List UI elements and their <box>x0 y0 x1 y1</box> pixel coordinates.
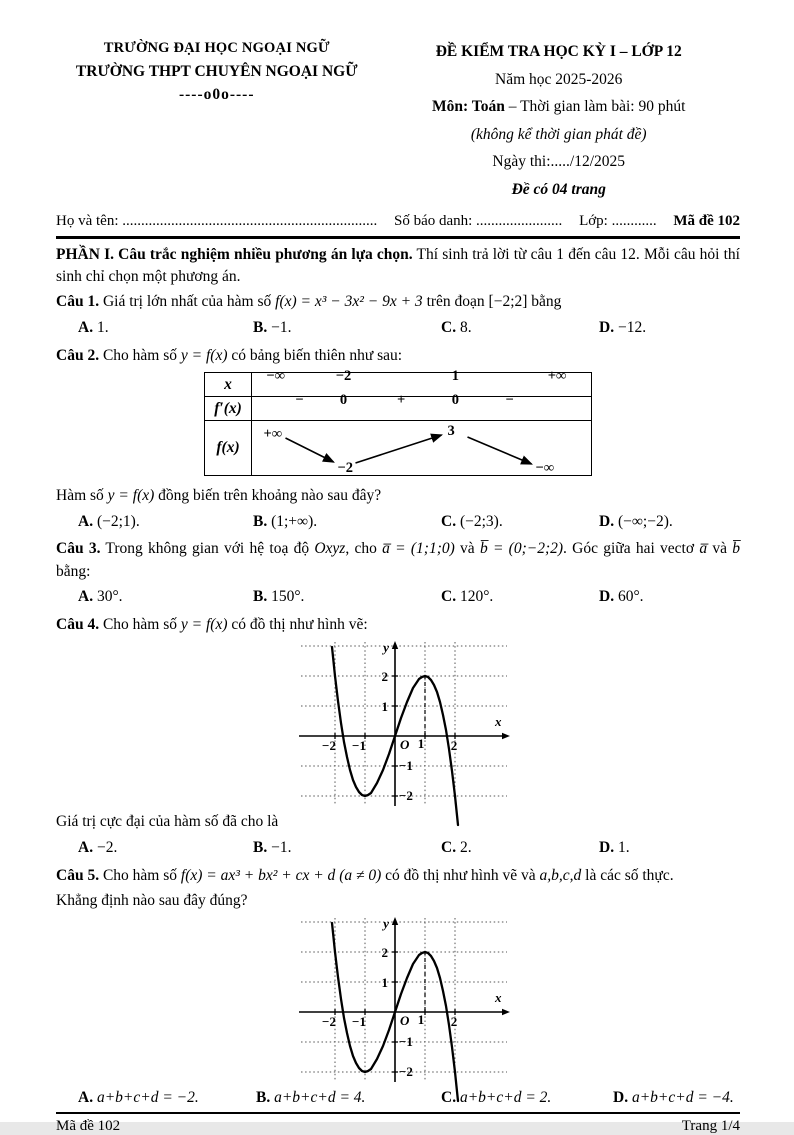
option-letter: A. <box>78 588 94 606</box>
question-1 <box>56 291 740 313</box>
option-letter: C. <box>441 1089 457 1107</box>
f-max-value: 3 <box>447 423 455 440</box>
question-5-options <box>56 1087 740 1109</box>
option-1b <box>253 317 441 339</box>
sign-value: + <box>397 391 406 408</box>
option-1a <box>78 317 253 339</box>
f-limit-left: +∞ <box>263 426 283 443</box>
part1-title: PHẦN I. Câu trắc nghiệm nhiều phương án lựa chọn. <box>56 246 413 264</box>
option-value: 120°. <box>459 588 494 606</box>
option-letter: D. <box>599 318 615 336</box>
x-tick-1: 1 <box>417 1012 425 1028</box>
x-value: 1 <box>451 367 460 384</box>
question-3-options <box>56 586 740 608</box>
question-2-formula: y = f(x) <box>180 346 228 364</box>
fprime-row-values <box>252 391 591 420</box>
arrow-down-1 <box>286 438 334 462</box>
exam-title: ĐỀ KIỂM TRA HỌC KỲ I – LỚP 12 <box>435 43 682 60</box>
question-3-number: Câu 3. <box>56 540 101 558</box>
school-year: Năm học 2025-2026 <box>495 70 623 88</box>
option-value: (−∞;−2). <box>617 512 673 530</box>
option-letter: A. <box>78 318 94 336</box>
option-letter: A. <box>78 512 94 530</box>
option-value: a+b+c+d = 2. <box>459 1089 552 1107</box>
x-axis-label: x <box>495 714 502 730</box>
f-limit-right: −∞ <box>535 460 555 477</box>
option-4a <box>78 837 253 859</box>
coefficients-symbols: a,b,c,d <box>539 866 582 884</box>
class-field: Lớp: ............ <box>579 213 657 230</box>
option-2c <box>441 511 599 533</box>
question-3-text: Trong không gian với hệ toạ độ <box>100 540 315 558</box>
option-letter: D. <box>599 588 615 606</box>
exam-code: Mã đề 102 <box>673 213 740 230</box>
origin-label: O <box>400 1013 410 1029</box>
question-4 <box>56 614 740 636</box>
option-value: −1. <box>271 838 292 856</box>
arrow-up <box>356 435 442 463</box>
question-5-number: Câu 5. <box>56 866 100 884</box>
variation-arrows-figure <box>252 421 591 475</box>
question-2 <box>56 345 740 367</box>
question-4-text: Cho hàm số <box>99 615 181 633</box>
option-2b <box>253 511 441 533</box>
option-letter: D. <box>613 1089 629 1107</box>
exam-date: Ngày thi:...../12/2025 <box>492 153 626 171</box>
option-value: 2. <box>459 838 472 856</box>
cubic-graph-q5 <box>293 914 513 1084</box>
y-tick-2: 2 <box>381 669 388 685</box>
origin-label: O <box>400 737 410 753</box>
x-value: −2 <box>335 367 352 384</box>
question-4-text-tail: có đồ thị như hình vẽ: <box>227 615 368 633</box>
option-1c <box>441 317 599 339</box>
question-4-options <box>56 837 740 859</box>
option-value: (−2;1). <box>96 512 140 530</box>
y-axis-arrow <box>392 641 398 649</box>
option-2d <box>599 511 740 533</box>
x-tick--1: −1 <box>352 738 366 754</box>
option-5b <box>256 1087 441 1109</box>
question-2-ask <box>56 485 740 507</box>
option-value: (−2;3). <box>459 512 503 530</box>
a-nonzero-condition: (a ≠ 0) <box>335 866 382 884</box>
option-letter: A. <box>78 838 94 856</box>
option-letter: B. <box>253 318 268 336</box>
x-axis-label: x <box>495 990 502 1006</box>
variation-table-f-row <box>205 421 591 475</box>
option-4d <box>599 837 740 859</box>
x-tick-2: 2 <box>450 1014 458 1030</box>
x-tick--2: −2 <box>322 1014 336 1030</box>
y-axis-arrow <box>392 917 398 925</box>
option-3d <box>599 586 740 608</box>
question-3 <box>56 538 740 583</box>
x-axis-arrow <box>502 733 510 739</box>
question-1-text-tail: trên đoạn [−2;2] bằng <box>422 293 562 311</box>
x-tick--1: −1 <box>352 1014 366 1030</box>
option-letter: C. <box>441 512 457 530</box>
f-row-label: f(x) <box>205 421 252 475</box>
question-2-options <box>56 511 740 533</box>
fprime-row-label: f′(x) <box>205 397 252 420</box>
option-value: (1;+∞). <box>271 512 318 530</box>
footer-exam-code: Mã đề 102 <box>56 1118 121 1135</box>
vector-a-definition: a̅ = (1;1;0) <box>382 540 455 558</box>
question-5-text: Cho hàm số <box>99 866 181 884</box>
question-2-number: Câu 2. <box>56 346 100 364</box>
option-letter: D. <box>599 512 615 530</box>
x-row-label: x <box>205 373 252 396</box>
option-letter: C. <box>441 838 457 856</box>
option-2a <box>78 511 253 533</box>
x-tick-1: 1 <box>417 736 425 752</box>
option-letter: B. <box>253 838 268 856</box>
question-3-text: . Góc giữa hai vectơ <box>563 540 700 558</box>
x-tick-2: 2 <box>450 738 458 754</box>
option-4b <box>253 837 441 859</box>
option-value: a+b+c+d = −2. <box>96 1089 199 1107</box>
university-name: TRƯỜNG ĐẠI HỌC NGOẠI NGỮ <box>103 40 330 56</box>
sign-value: − <box>505 391 514 408</box>
subject-label: Môn: Toán <box>432 98 505 116</box>
subject-duration <box>377 93 740 121</box>
question-2-text-tail: có bảng biến thiên như sau: <box>227 346 403 364</box>
question-1-text: Giá trị lớn nhất của hàm số <box>99 293 276 311</box>
y-axis-label: y <box>383 640 389 656</box>
option-letter: B. <box>253 512 268 530</box>
option-value: 150°. <box>271 588 305 606</box>
question-2-ask-pre: Hàm số <box>56 487 108 505</box>
option-value: −1. <box>271 318 292 336</box>
x-axis-arrow <box>502 1009 510 1015</box>
y-tick-1: 1 <box>381 699 388 715</box>
x-value: +∞ <box>547 367 567 384</box>
option-letter: C. <box>441 318 457 336</box>
sign-value: 0 <box>451 391 460 408</box>
option-value: a+b+c+d = −4. <box>631 1089 734 1107</box>
duration-label: – Thời gian làm bài: 90 phút <box>504 98 686 116</box>
question-3-text: và <box>707 540 733 558</box>
y-tick--2: −2 <box>399 788 413 804</box>
header-school-block <box>56 38 377 203</box>
question-3-text-tail: bằng: <box>56 562 91 580</box>
y-tick-2: 2 <box>381 945 388 961</box>
arrow-down-2 <box>468 437 532 464</box>
cubic-graph-q4 <box>293 638 513 808</box>
question-4-formula: y = f(x) <box>180 615 228 633</box>
footer-page-number: Trang 1/4 <box>681 1118 740 1135</box>
question-3-text: và <box>454 540 480 558</box>
oxyz-symbol: Oxyz <box>314 540 346 558</box>
header <box>56 38 740 203</box>
sign-value: 0 <box>339 391 348 408</box>
variation-table <box>204 367 592 477</box>
question-5-text-tail: là các số thực. <box>581 866 674 884</box>
student-name-field: Họ và tên: .................................................................... <box>56 213 378 230</box>
question-5-text: có đồ thị như hình vẽ và <box>381 866 540 884</box>
question-4-number: Câu 4. <box>56 615 100 633</box>
question-5-graph-wrap <box>66 914 740 1084</box>
option-value: −12. <box>617 318 647 336</box>
candidate-number-field: Số báo danh: ....................... <box>393 213 563 230</box>
question-5-formula: f(x) = ax³ + bx² + cx + d <box>180 866 336 884</box>
option-4c <box>441 837 599 859</box>
option-value: 60°. <box>617 588 644 606</box>
option-value: 1. <box>617 838 630 856</box>
question-4-ask: Giá trị cực đại của hàm số đã cho là <box>56 813 279 831</box>
option-letter: B. <box>253 588 268 606</box>
question-2-ask-tail: đồng biến trên khoảng nào sau đây? <box>154 487 382 505</box>
page-count-note: Đề có 04 trang <box>511 180 606 198</box>
option-5c <box>441 1087 613 1109</box>
option-value: 8. <box>459 318 472 336</box>
vector-b-definition: b̅ = (0;−2;2) <box>479 540 564 558</box>
option-value: −2. <box>96 838 118 856</box>
page-footer <box>56 1112 740 1135</box>
school-name: TRƯỜNG THPT CHUYÊN NGOẠI NGỮ <box>75 62 358 80</box>
option-value: a+b+c+d = 4. <box>274 1089 366 1107</box>
question-5 <box>56 865 740 887</box>
question-2-ask-formula: y = f(x) <box>107 487 155 505</box>
option-5d <box>613 1087 740 1109</box>
option-3a <box>78 586 253 608</box>
option-value: 30°. <box>96 588 123 606</box>
y-tick--2: −2 <box>399 1064 413 1080</box>
x-tick--2: −2 <box>322 738 336 754</box>
part1-instructions: Thí sinh trả lời từ câu 1 đến câu 12. Mỗi câu hỏi thí sinh chỉ chọn một phương án. <box>56 246 740 286</box>
y-tick-1: 1 <box>381 975 388 991</box>
option-letter: B. <box>256 1089 271 1107</box>
question-3-text: , cho <box>345 540 383 558</box>
question-4-graph-wrap <box>66 638 740 808</box>
option-3c <box>441 586 599 608</box>
exam-note: (không kể thời gian phát đề) <box>470 125 647 143</box>
question-1-formula: f(x) = x³ − 3x² − 9x + 3 <box>275 293 423 311</box>
option-5a <box>78 1087 256 1109</box>
option-letter: A. <box>78 1089 94 1107</box>
question-1-number: Câu 1. <box>56 293 100 311</box>
y-tick--1: −1 <box>399 1034 413 1050</box>
vector-b-symbol: b̅ <box>732 540 740 558</box>
option-letter: D. <box>599 838 615 856</box>
y-axis-label: y <box>383 916 389 932</box>
student-info-row <box>56 213 740 239</box>
y-tick--1: −1 <box>399 758 413 774</box>
question-1-options <box>56 317 740 339</box>
ornament-separator: ----o0o---- <box>178 86 255 103</box>
f-min-value: −2 <box>337 460 354 477</box>
vector-a-symbol: a̅ <box>699 540 708 558</box>
option-3b <box>253 586 441 608</box>
question-5-ask: Khẳng định nào sau đây đúng? <box>56 891 248 909</box>
f-row-diagram <box>252 421 591 475</box>
variation-table-fprime-row <box>205 391 591 421</box>
option-value: 1. <box>96 318 109 336</box>
option-1d <box>599 317 740 339</box>
sign-value: − <box>295 391 304 408</box>
header-exam-block <box>377 38 740 203</box>
x-value: −∞ <box>266 367 286 384</box>
part1-heading <box>56 244 740 288</box>
option-letter: C. <box>441 588 457 606</box>
question-2-text: Cho hàm số <box>99 346 181 364</box>
